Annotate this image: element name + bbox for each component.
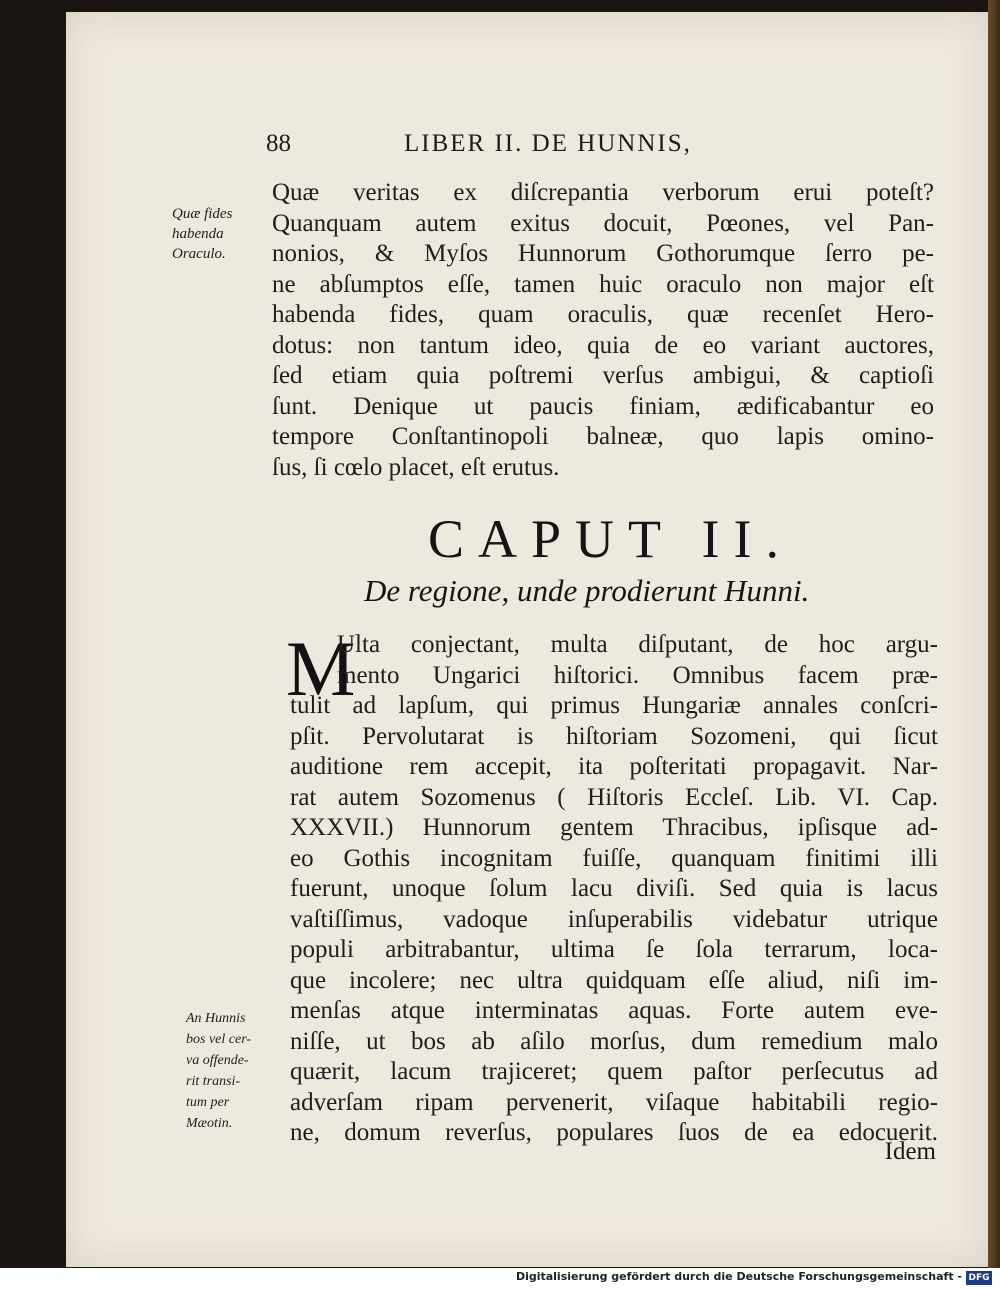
text-line: tempore Conſtantinopoli balneæ, quo lapis omino-: [272, 423, 934, 450]
text-line: ne abſumptos eſſe, tamen huic oraculo non major eſt: [272, 270, 934, 298]
text-line: menſas atque interminatas aquas. Forte autem eve-: [290, 997, 938, 1024]
paragraph-1: [272, 178, 934, 483]
text-line: eo Gothis incognitam fuiſſe, quanquam finitimi illi: [290, 844, 938, 872]
text-line: tulit ad lapſum, qui primus Hungariæ annales conſcri-: [290, 692, 938, 719]
text-line: auditione rem accepit, ita poſteritati propagavit. Nar-: [290, 753, 938, 780]
text-line: dotus: non tantum ideo, quia de eo variant auctores,: [272, 331, 934, 359]
text-line: que incolere; nec ultra quidquam eſſe aliud, niſi im-: [290, 966, 938, 994]
text-line: mento Ungarici hiſtorici. Omnibus facem præ-: [337, 661, 938, 689]
margin-note-line: Mæotin.: [186, 1116, 233, 1131]
footer-bar: [0, 1268, 1000, 1289]
text-line: ne, domum reverſus, populares ſuos de ea edocuerit.: [290, 1119, 938, 1146]
text-line: rat autem Sozomenus ( Hiſtoris Eccleſ. Lib. VI. Cap.: [290, 783, 938, 811]
text-line: ſus, ſi cœlo placet, eſt erutus.: [272, 453, 560, 481]
running-title: LIBER II. DE HUNNIS,: [404, 130, 692, 157]
drop-cap: M: [286, 625, 356, 712]
text-line: Quanquam autem exitus docuit, Pœones, vel Pan-: [272, 209, 934, 237]
page-number: 88: [266, 130, 291, 157]
text-line: nonios, & Myſos Hunnorum Gothorumque ſerro pe-: [272, 240, 934, 267]
text-line: populi arbitrabantur, ultima ſe ſola terrarum, loca-: [290, 936, 938, 963]
margin-note-line: habenda: [172, 226, 224, 242]
margin-note-line: rit transi-: [186, 1074, 241, 1089]
text-line: Quæ veritas ex diſcrepantia verborum erui poteſt?: [272, 179, 934, 206]
text-line: vaſtiſſimus, vadoque inſuperabilis videbatur utrique: [290, 905, 938, 933]
dfg-logo[interactable]: DFG: [966, 1271, 992, 1285]
chapter-title: CAPUT II.: [428, 509, 794, 569]
text-line: adverſam ripam pervenerit, viſaque habitabili regio-: [290, 1088, 938, 1116]
margin-note-line: An Hunnis: [186, 1011, 246, 1026]
text-line: quærit, lacum trajiceret; quem paſtor perſecutus ad: [290, 1058, 938, 1085]
text-line: habenda fides, quam oraculis, quæ recenſet Hero-: [272, 301, 934, 328]
margin-note-line: va offende-: [186, 1053, 249, 1068]
margin-note-line: bos vel cer-: [186, 1032, 252, 1047]
paragraph-2: [290, 630, 938, 1149]
text-line: fuerunt, unoque ſolum lacu diviſi. Sed quia is lacus: [290, 875, 938, 902]
text-line: ſunt. Denique ut paucis finiam, ædificabantur eo: [272, 392, 934, 420]
margin-note-oracle: [172, 204, 232, 264]
text-line: niſſe, ut bos ab aſilo morſus, dum remedium malo: [290, 1027, 938, 1055]
book-edge: [988, 0, 1000, 1268]
text-line: XXXVII.) Hunnorum gentem Thracibus, ipſisque ad-: [290, 814, 938, 841]
margin-note-line: tum per: [186, 1095, 230, 1110]
text-line: ſed etiam quia poſtremi verſus ambigui, & captioſi: [272, 362, 934, 389]
catchword: Idem: [884, 1138, 936, 1165]
chapter-subtitle: De regione, unde prodierunt Hunni.: [364, 573, 810, 608]
text-line: pſit. Pervolutarat is hiſtoriam Sozomeni, qui ſicut: [290, 722, 938, 750]
text-line: Ulta conjectant, multa diſputant, de hoc argu-: [337, 631, 938, 658]
margin-note-line: Quæ fides: [172, 206, 233, 222]
digitization-credit: Digitalisierung gefördert durch die Deutsche Forschungsgemeinschaft -: [515, 1270, 962, 1283]
margin-note-ox: [186, 1008, 251, 1134]
margin-note-line: Oraculo.: [172, 246, 226, 262]
